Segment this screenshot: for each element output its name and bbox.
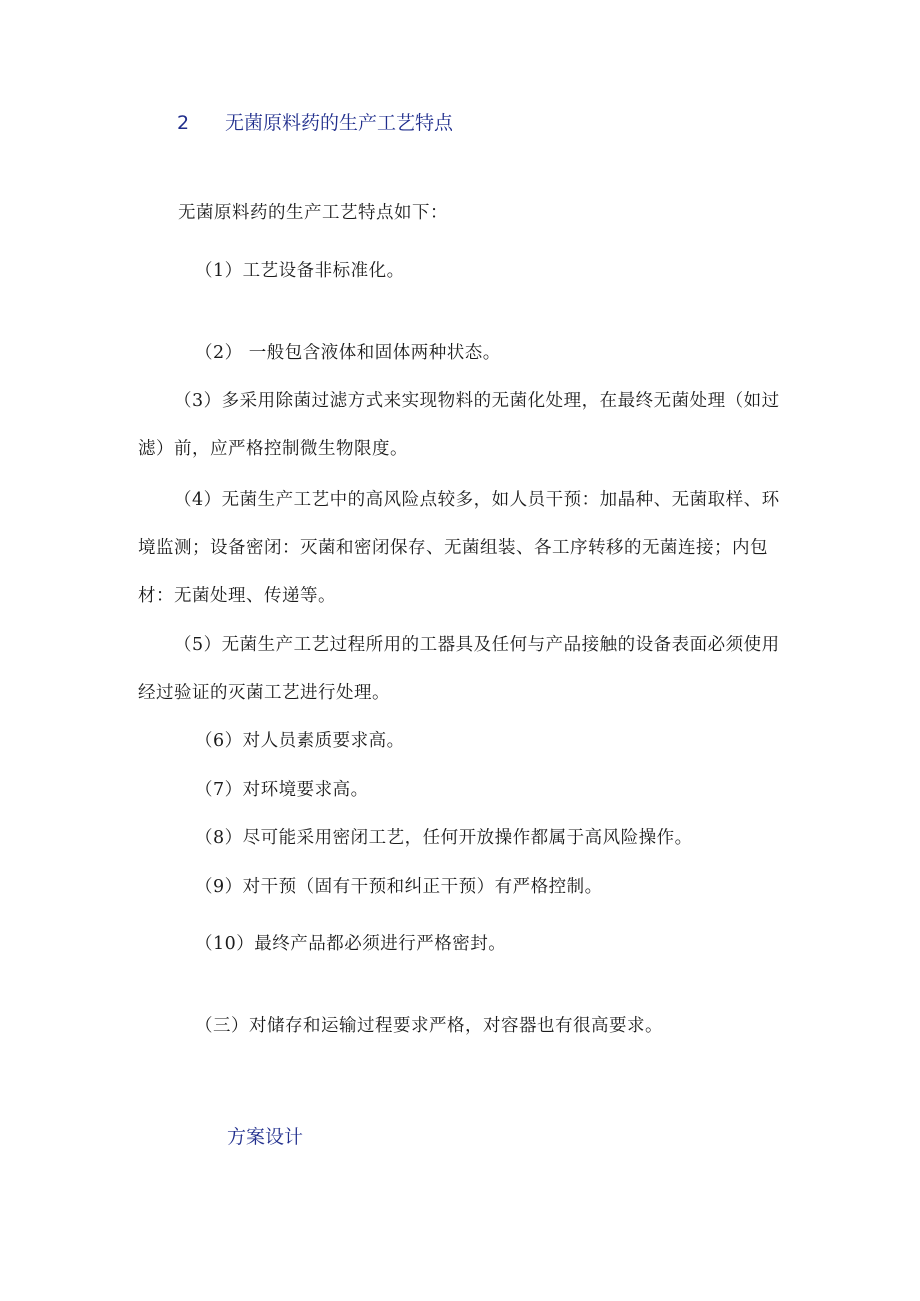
section-heading bbox=[177, 108, 453, 135]
next-section-heading: 方案设计 bbox=[227, 1126, 304, 1148]
list-item-6: （6）对人员素质要求高。 bbox=[195, 731, 405, 751]
list-item-4: （4）无菌生产工艺中的高风险点较多，如人员干预：加晶种、无菌取样、环境监测；设备密闭：灭菌和密闭保存、无菌组装、各工序转移的无菌连接；内包材：无菌处理、传递等。 bbox=[138, 490, 780, 606]
list-item-8: （8）尽可能采用密闭工艺，任何开放操作都属于高风险操作。 bbox=[195, 828, 693, 848]
section-title: 无菌原料药的生产工艺特点 bbox=[225, 112, 454, 134]
list-item-7: （7）对环境要求高。 bbox=[195, 780, 369, 800]
list-item-1: （1）工艺设备非标准化。 bbox=[195, 261, 405, 281]
list-item-9: （9）对干预（固有干预和纠正干预）有严格控制。 bbox=[195, 877, 603, 897]
section-number: 2 bbox=[177, 112, 190, 134]
item-three-paragraph: （三）对储存和运输过程要求严格，对容器也有很高要求。 bbox=[195, 1016, 663, 1036]
list-item-10: （10）最终产品都必须进行严格密封。 bbox=[195, 934, 507, 954]
intro-paragraph: 无菌原料药的生产工艺特点如下： bbox=[178, 203, 448, 223]
list-item-2: （2） 一般包含液体和固体两种状态。 bbox=[195, 343, 501, 363]
list-item-3: （3）多采用除菌过滤方式来实现物料的无菌化处理，在最终无菌处理（如过滤）前，应严格控制微生物限度。 bbox=[138, 391, 780, 459]
list-item-5: （5）无菌生产工艺过程所用的工器具及任何与产品接触的设备表面必须使用经过验证的灭菌工艺进行处理。 bbox=[138, 635, 780, 703]
